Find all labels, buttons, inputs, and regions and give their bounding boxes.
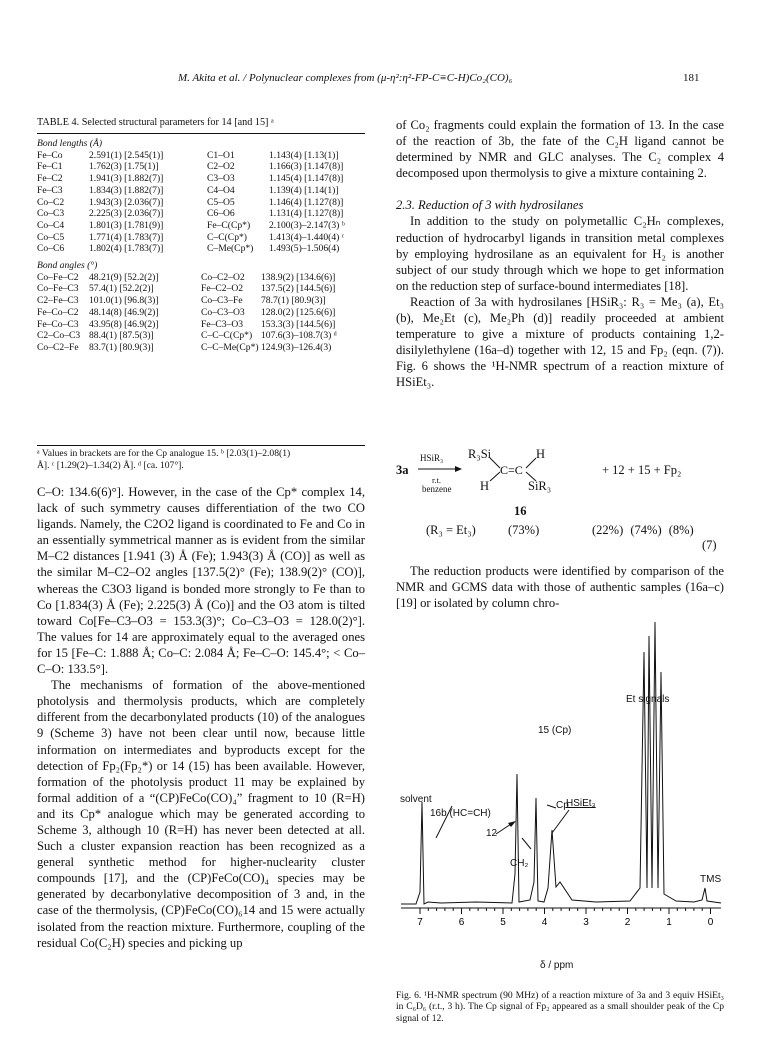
- left-paragraph-2: The mechanisms of formation of the above-mentioned photolysis and thermolysis products, which are completely different from the decarbonylated products (10) of the analogues 9 (Scheme 3) have not been clear until now, because little information on intermediates and byproducts except for the detection of Fp₂(Fp₂*) or 14 (15) has been available. However, formation of the photolysis product 11 may be explained by formal addition of a “(CP)FeCo(CO)₄” fragment to 10 (R=H) and its Cp* analogue which may be generated according to Scheme 3, although 10 (R=H) has never been detected at all. Such a cluster expansion reaction has been recognized as a general synthetic method for higher-nuclearity cluster compounds [17], and the (CP)FeCo(CO)₄ species may be generated by decarbonylative decomposition of 3 and, in the case of the thermolysis, (CP)FeCo(CO)₆14 and 15 were actually isolated from the reaction mixture. Furthermore, coupling of the residual Co(C₂H) species and picking up: [37, 678, 365, 950]
- bond-angles-cell: Co–C3–Fe: [201, 295, 243, 307]
- bond-lengths-cell: C2–O2: [207, 161, 235, 173]
- bond-angles-cell: C–C–Me(Cp*): [201, 341, 259, 353]
- bond-angles-cell: 43.95(8) [46.9(2)]: [89, 318, 159, 330]
- bond-angles-cell: C2–Fe–C3: [37, 295, 79, 307]
- bond-angles-cell: Co–Fe–C3: [37, 283, 79, 295]
- bond-angles-cell: 128.0(2) [125.6(6)]: [261, 306, 336, 318]
- nmr-spectrum-figure: [396, 612, 726, 952]
- bond-angles-cell: Fe–C2–O2: [201, 283, 244, 295]
- section-heading: 2.3. Reduction of 3 with hydrosilanes: [396, 198, 584, 213]
- x-tick-label: 1: [666, 917, 672, 928]
- pointer-12-head: [508, 821, 516, 827]
- bond-lengths-cell: 1.801(3) [1.781(9)]: [89, 219, 164, 231]
- bond-lengths-cell: 1.413(4)–1.440(4) ᶜ: [269, 231, 345, 243]
- bond-lengths-row: [37, 197, 367, 209]
- bond-lengths-cell: 1.139(4) [1.14(1)]: [269, 184, 339, 196]
- bond-angles-cell: Fe–Co–C3: [37, 318, 79, 330]
- label-cp: Cp: [556, 800, 569, 811]
- table-footnote: [37, 448, 367, 471]
- left-column: [37, 484, 365, 951]
- bond-angles-cell: Co–C2–O2: [201, 271, 245, 283]
- x-tick-label: 7: [417, 917, 423, 928]
- eq-arrow: [418, 465, 462, 473]
- eq-compound: 16: [514, 504, 527, 518]
- table-footnote-line-2: Å]. ᶜ [1.29(2)–1.34(2) Å]. ᵈ [ca. 107°].: [37, 459, 184, 471]
- bond-angles-title: Bond angles (°): [37, 260, 98, 272]
- svg-text:C=C: C=C: [500, 463, 523, 477]
- label-12: 12: [486, 828, 498, 839]
- bond-lengths-title: Bond lengths (Å): [37, 138, 103, 149]
- x-tick-label: 5: [500, 917, 506, 928]
- x-tick-label: 4: [541, 917, 548, 928]
- label-et-signals: Et signals: [626, 694, 670, 705]
- table-bottom-rule: [37, 445, 365, 446]
- bond-lengths-cell: 1.771(4) [1.783(7)]: [89, 231, 164, 243]
- eq-substituent-bottom: SiR₃: [528, 479, 552, 493]
- running-title: M. Akita et al. / Polynuclear complexes from (μ-η²:η²-FP-C≡C-H)Co₂(CO)₆: [178, 72, 513, 84]
- bond-lengths-row: [37, 243, 367, 255]
- bond-lengths-cell: C5–O5: [207, 196, 235, 208]
- label-ch2: CH₂: [510, 858, 529, 869]
- bond-lengths-cell: 1.145(4) [1.147(8)]: [269, 173, 344, 185]
- x-axis-ticks: [417, 908, 714, 928]
- bond-angles-cell: 138.9(2) [134.6(6)]: [261, 271, 336, 283]
- eq-conditions-2: benzene: [422, 484, 452, 494]
- label-tms: TMS: [700, 874, 722, 885]
- bond-lengths-cell: Fe–C2: [37, 173, 63, 185]
- bond-angles-row: [37, 272, 367, 284]
- pointer-cp-arrow: [547, 805, 556, 808]
- bond-lengths-cell: C–C(Cp*): [207, 231, 247, 243]
- eq-h-top: H: [536, 447, 546, 461]
- bond-lengths-cell: Co–C6: [37, 243, 65, 255]
- bond-lengths-cell: C3–O3: [207, 173, 235, 185]
- eq-reactant: 3a: [396, 463, 409, 477]
- eq-r-group: (R₃ = Et₃): [426, 523, 476, 537]
- bond-lengths-cell: 1.762(3) [1.75(1)]: [89, 161, 159, 173]
- bond-lengths-cell: C4–O4: [207, 184, 235, 196]
- right-paragraph-2: In addition to the study on polymetallic C₂Hₙ complexes, reduction of hydrocarbyl ligands in transition metal complexes by employing hydrosilane as an equivalent for H₂ is another subject of our study through which we hope to get information on the reduction step of surface-bound intermediates [18].: [396, 214, 724, 293]
- bond-angles-cell: 48.14(8) [46.9(2)]: [89, 306, 159, 318]
- table-caption: TABLE 4. Selected structural parameters for 14 [and 15] ᵃ: [37, 117, 274, 128]
- bond-lengths-row: [37, 150, 367, 162]
- right-column-after-eq: [396, 563, 724, 611]
- eq-conditions-1: r.t.: [432, 475, 441, 485]
- eq-number: (7): [702, 538, 717, 552]
- bond-angles-cell: Fe–C3–O3: [201, 318, 244, 330]
- bond-lengths-cell: Co–C2: [37, 196, 65, 208]
- eq-other-products: + 12 + 15 + Fp₂: [602, 463, 682, 477]
- bond-angles-rows: [37, 272, 367, 354]
- right-column: [396, 117, 724, 391]
- bond-angles-cell: 101.0(1) [96.8(3)]: [89, 295, 159, 307]
- left-paragraph-1: C–O: 134.6(6)°]. However, in the case of the Cp* complex 14, lack of such symmetry causes differentiation of the two CO ligands. Namely, the C2O2 ligand is coordinated to Fe and Co in an essentially symmetrical manner as is evident from the similar M–C2 distances [1.941 (3) Å (Fe); 1.943(3) Å (CO)] as well as the similar M–C2–O2 angles [137.5(2)° (Fe); 138.9(2)° (CO)], whereas the C3O3 ligand is bonded more strongly to Fe than to Co [1.834(3) Å (Fe); 2.225(3) Å (Co)] and the O3 atom is tilted toward Co[Fe–C3–O3 = 153.3(3)°; Co–C3–O3 = 128.0(2)°]. The values for 14 are approximately equal to the averaged ones for 15 [Fe–C: 1.888 Å; Co–C: 2.084 Å; Fe–C–O: 145.4°; < Co–C–O: 133.5°].: [37, 485, 365, 677]
- x-tick-label: 2: [624, 917, 631, 928]
- figure-caption: Fig. 6. ¹H-NMR spectrum (90 MHz) of a reaction mixture of 3a and 3 equiv HSiEt₃ in C₆D₆ (r.t., 3 h). The Cp signal of Fp₂ appeared as a small shoulder peak of the Cp signal of 12.: [396, 990, 724, 1024]
- equation-7: [396, 447, 726, 552]
- label-hsiet3: HSiEt₃: [566, 798, 596, 809]
- bond-lengths-row: [37, 220, 367, 232]
- table-footnote-line-1: ᵃ Values in brackets are for the Cp analogue 15. ᵇ [2.03(1)–2.08(1): [37, 448, 291, 459]
- x-tick-label: 6: [458, 917, 465, 928]
- bond-angles-cell: 124.9(3)–126.4(3): [261, 341, 332, 353]
- page-number: 181: [683, 72, 700, 84]
- eq-yield-16: (73%): [508, 523, 540, 537]
- bond-lengths-cell: C1–O1: [207, 149, 235, 161]
- label-15-cp: 15 (Cp): [538, 725, 572, 736]
- bond-lengths-cell: 1.493(5)–1.506(4): [269, 243, 340, 255]
- bond-angles-row: [37, 319, 367, 331]
- bond-lengths-cell: Co–C3: [37, 208, 65, 220]
- pointer-cp: [522, 838, 531, 849]
- right-paragraph-3: Reaction of 3a with hydrosilanes [HSiR₃: R₃ = Me₃ (a), Et₃ (b), Me₂Et (c), Me₂Ph (d)] readily proceeded at ambient temperature to give a mixture of products containing 1,2-disilylethylene (16a–d) together with 12, 15 and Fp₂ (eqn. (7)). Fig. 6 shows the ¹H-NMR spectrum of a reaction mixture of HSiEt₃.: [396, 294, 724, 390]
- bond-angles-cell: Co–C3–O3: [201, 306, 245, 318]
- bond-lengths-cell: 1.166(3) [1.147(8)]: [269, 161, 344, 173]
- bond-lengths-cell: Fe–Co: [37, 149, 63, 161]
- label-solvent: solvent: [400, 794, 432, 805]
- bond-angles-cell: C–C–C(Cp*): [201, 330, 253, 342]
- bond-angles-cell: 107.6(3)–108.7(3) ᵈ: [261, 330, 337, 342]
- bond-angles-cell: 57.4(1) [52.2(2)]: [89, 283, 154, 295]
- bond-lengths-cell: 1.131(4) [1.127(8)]: [269, 208, 344, 220]
- bond-angles-cell: Co–Fe–C2: [37, 271, 79, 283]
- bond-lengths-cell: 1.834(3) [1.882(7)]: [89, 184, 164, 196]
- x-tick-label: 0: [707, 917, 714, 928]
- bond-lengths-cell: 2.225(3) [2.036(7)]: [89, 208, 164, 220]
- bond-angles-cell: 83.7(1) [80.9(3)]: [89, 341, 154, 353]
- bond-lengths-row: [37, 232, 367, 244]
- eq-reagent: HSiR₃: [420, 453, 444, 463]
- bond-lengths-row: [37, 161, 367, 173]
- bond-angles-cell: 137.5(2) [144.5(6)]: [261, 283, 336, 295]
- bond-lengths-cell: 1.802(4) [1.783(7)]: [89, 243, 164, 255]
- table-body: [37, 138, 367, 354]
- bond-lengths-cell: 2.100(3)–2.147(3) ᵇ: [269, 219, 345, 231]
- nmr-trace: [401, 622, 721, 904]
- eq-substituent-top: R₃Si: [468, 447, 492, 461]
- label-16b: 16b (HC=CH): [430, 808, 491, 819]
- table-top-rule: [37, 133, 365, 134]
- x-axis-label: δ / ppm: [540, 960, 574, 971]
- x-tick-label: 3: [583, 917, 589, 928]
- bond-angles-cell: Fe–Co–C2: [37, 306, 79, 318]
- bond-angles-row: [37, 295, 367, 307]
- bond-lengths-cell: Fe–C3: [37, 184, 63, 196]
- bond-lengths-cell: Fe–C1: [37, 161, 63, 173]
- bond-lengths-rows: [37, 150, 367, 255]
- bond-angles-cell: 153.3(3) [144.5(6)]: [261, 318, 336, 330]
- bond-angles-cell: Co–C2–Fe: [37, 341, 79, 353]
- bond-lengths-cell: C–Me(Cp*): [207, 243, 254, 255]
- eq-yields-others: (22%) (74%) (8%): [592, 523, 694, 537]
- bond-angles-cell: 48.21(9) [52.2(2)]: [89, 271, 159, 283]
- bond-lengths-cell: 2.591(1) [2.545(1)]: [89, 149, 164, 161]
- bond-lengths-row: [37, 185, 367, 197]
- bond-lengths-cell: 1.941(3) [1.882(7)]: [89, 173, 164, 185]
- bond-lengths-cell: 1.943(3) [2.036(7)]: [89, 196, 164, 208]
- bond-lengths-cell: 1.143(4) [1.13(1)]: [269, 149, 339, 161]
- eq-h-bottom: H: [480, 479, 490, 493]
- bond-angles-cell: C2–Co–C3: [37, 330, 81, 342]
- bond-lengths-row: [37, 173, 367, 185]
- eq-alkene-bonds: [488, 456, 540, 484]
- bond-angles-row: [37, 330, 367, 342]
- bond-lengths-row: [37, 208, 367, 220]
- bond-lengths-cell: Co–C4: [37, 219, 65, 231]
- bond-angles-cell: 78.7(1) [80.9(3)]: [261, 295, 326, 307]
- bond-lengths-cell: C6–O6: [207, 208, 235, 220]
- bond-angles-row: [37, 283, 367, 295]
- bond-lengths-cell: Fe–C(Cp*): [207, 219, 251, 231]
- bond-lengths-cell: 1.146(4) [1.127(8)]: [269, 196, 344, 208]
- bond-lengths-cell: Co–C5: [37, 231, 65, 243]
- bond-angles-row: [37, 342, 367, 354]
- bond-angles-row: [37, 307, 367, 319]
- right-paragraph-4: The reduction products were identified by comparison of the NMR and GCMS data with those of authentic samples (16a–c) [19] or isolated by column chro-: [396, 564, 724, 611]
- pointer-hsiet3: [552, 810, 569, 833]
- bond-angles-cell: 88.4(1) [87.5(3)]: [89, 330, 154, 342]
- right-paragraph-1: of Co₂ fragments could explain the formation of 13. In the case of the reaction of 3b, the fate of the C₂H ligand cannot be determined by NMR and GLC analyses. The C₂ complex 4 decomposed upon thermolysis to give a mixture containing 2.: [396, 118, 724, 181]
